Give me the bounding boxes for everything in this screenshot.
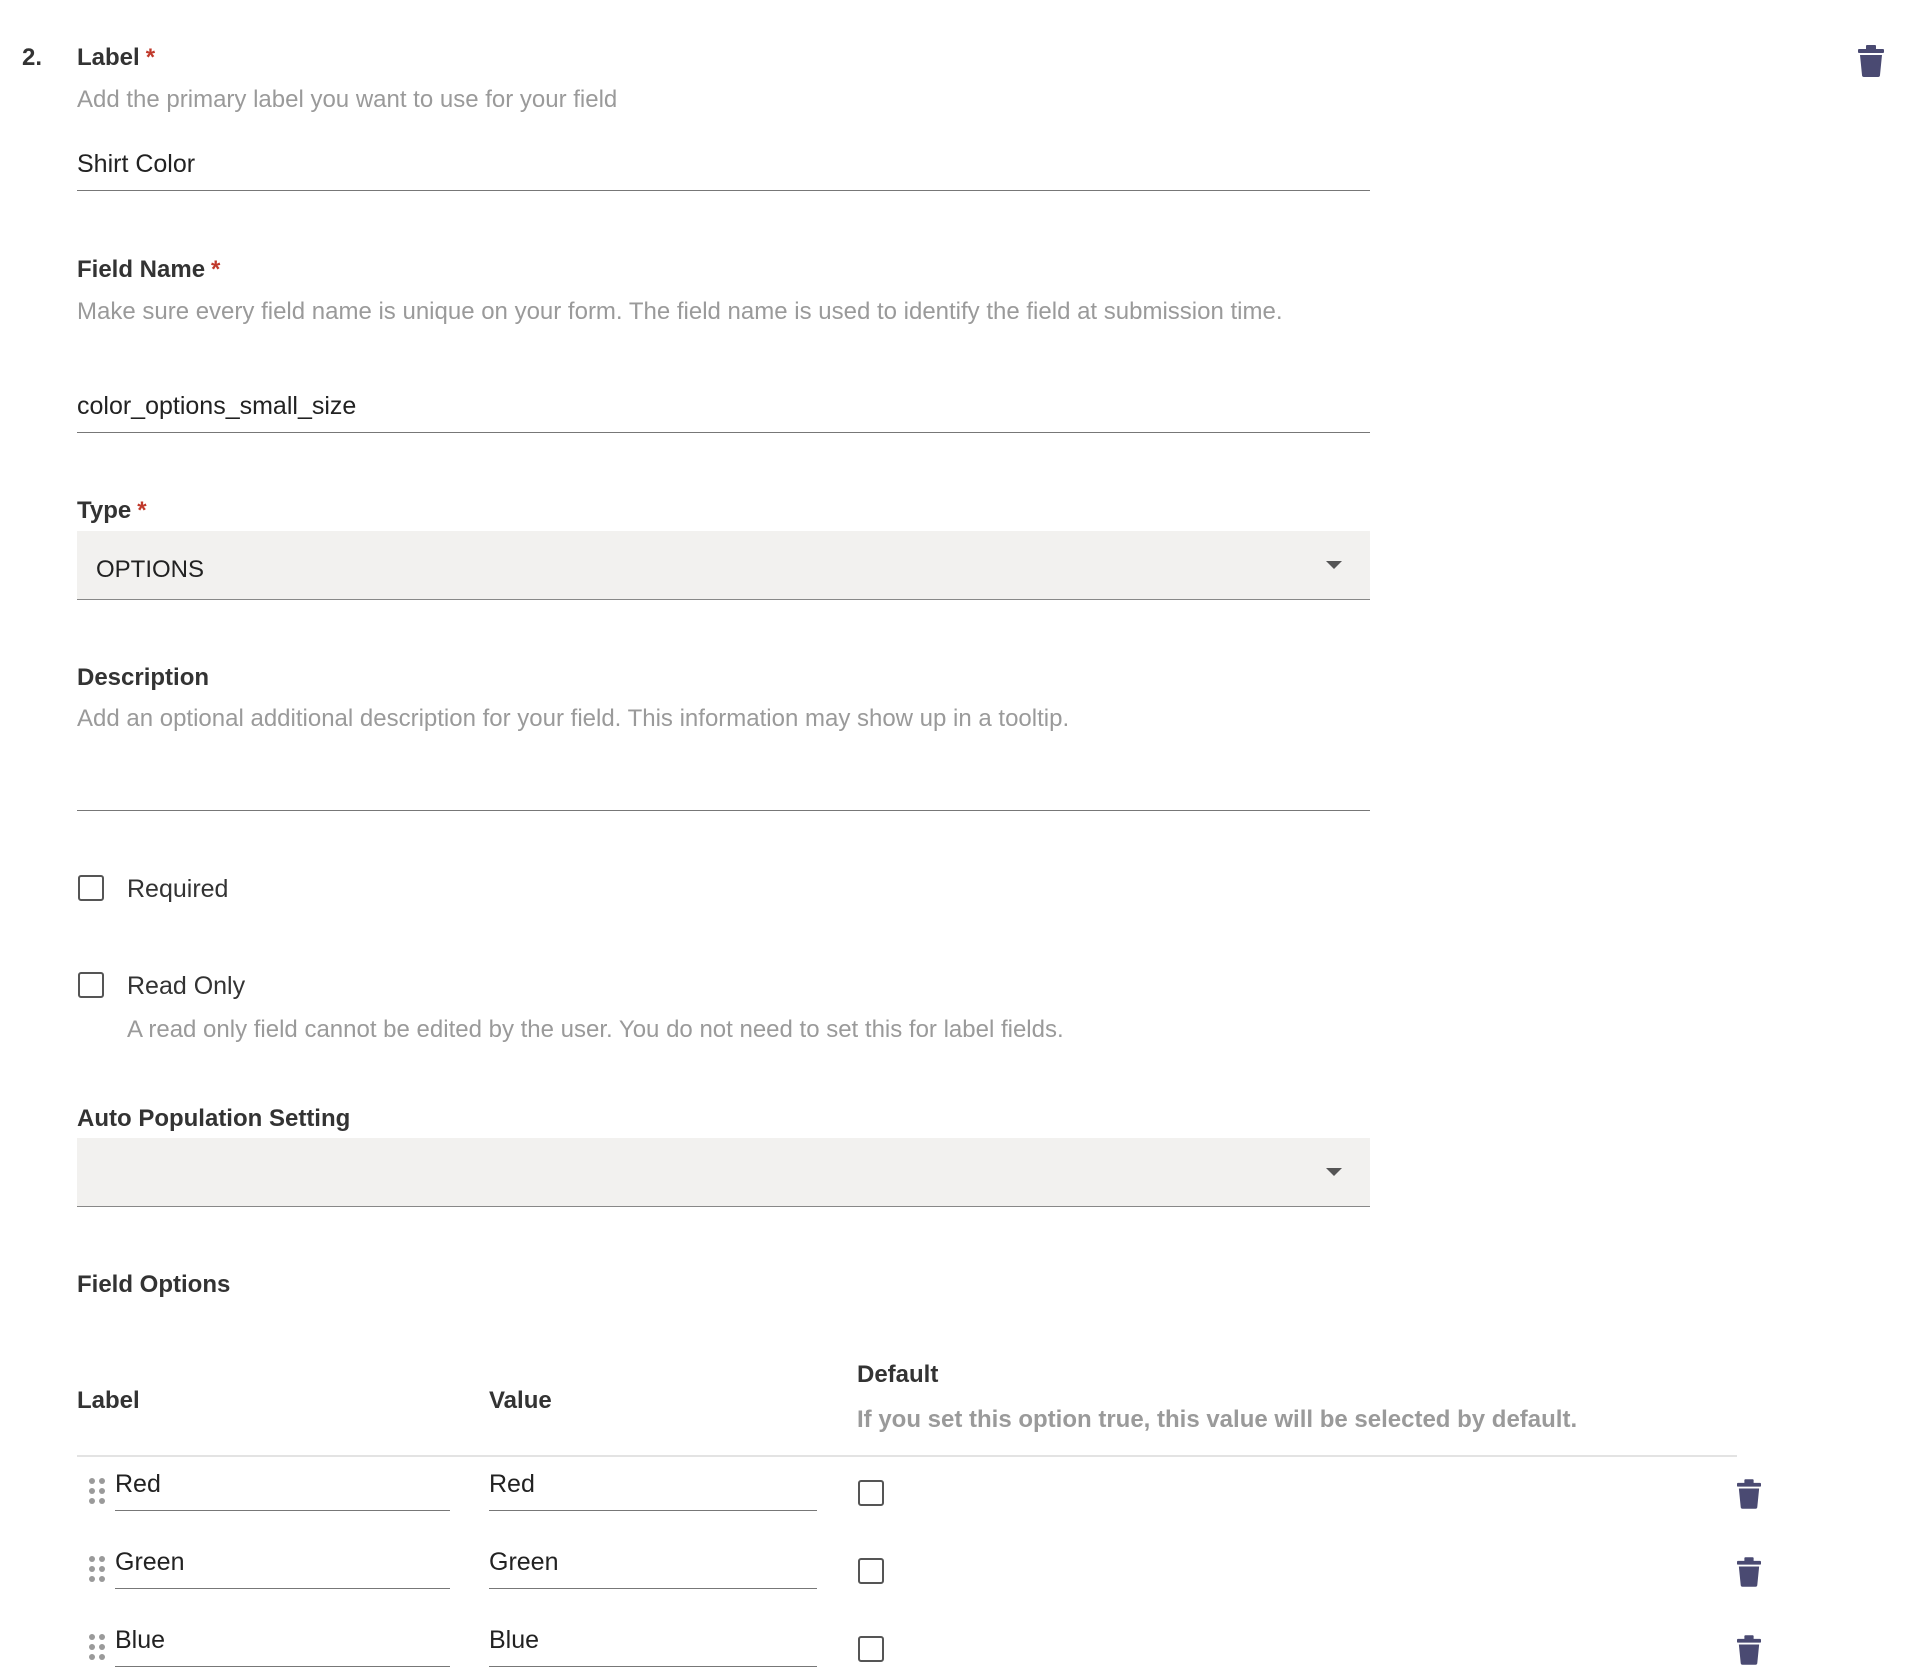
read-only-help-text: A read only field cannot be edited by the user. You do not need to set this for label fields. [127, 1016, 1064, 1043]
option-value-value: Red [489, 1470, 535, 1498]
option-value-input[interactable] [489, 1626, 817, 1667]
option-value-input[interactable] [489, 1548, 817, 1589]
option-label-input[interactable] [115, 1548, 450, 1589]
label-help-text: Add the primary label you want to use for your field [77, 86, 618, 113]
description-help-text: Add an optional additional description for your field. This information may show up in a tooltip. [77, 705, 1070, 732]
description-title: Description [77, 664, 210, 691]
label-title-text: Label [77, 44, 140, 71]
caret-down-icon [1326, 561, 1342, 569]
column-header-default-help: If you set this option true, this value will be selected by default. [857, 1406, 1578, 1433]
type-select[interactable] [77, 531, 1370, 600]
field-name-input[interactable] [77, 392, 1370, 433]
option-label-value: Blue [115, 1626, 166, 1654]
option-value-input[interactable] [489, 1470, 817, 1511]
option-value-value: Blue [489, 1626, 540, 1654]
delete-option-icon[interactable] [1737, 1635, 1761, 1670]
label-field-title [77, 44, 155, 72]
label-input-value: Shirt Color [77, 150, 196, 178]
required-checkbox-label: Required [127, 875, 229, 903]
option-label-input[interactable] [115, 1470, 450, 1511]
field-options-title: Field Options [77, 1271, 231, 1298]
field-name-help-text: Make sure every field name is unique on your form. The field name is used to identify the field at submission time. [77, 298, 1283, 325]
type-title [77, 497, 147, 525]
drag-handle-icon[interactable] [87, 1555, 107, 1583]
delete-option-icon[interactable] [1737, 1557, 1761, 1592]
option-value-value: Green [489, 1548, 559, 1576]
column-header-default: Default [857, 1361, 939, 1388]
option-default-checkbox[interactable] [858, 1636, 884, 1662]
option-label-value: Green [115, 1548, 185, 1576]
table-header-divider [77, 1455, 1737, 1457]
option-label-value: Red [115, 1470, 161, 1498]
caret-down-icon [1326, 1168, 1342, 1176]
required-asterisk: * [211, 256, 221, 283]
drag-handle-icon[interactable] [87, 1477, 107, 1505]
label-input[interactable] [77, 150, 1370, 191]
column-header-label: Label [77, 1387, 140, 1414]
auto-population-select[interactable] [77, 1138, 1370, 1207]
required-asterisk: * [137, 497, 147, 524]
option-default-checkbox[interactable] [858, 1558, 884, 1584]
field-name-title-text: Field Name [77, 256, 206, 283]
read-only-checkbox-label: Read Only [127, 972, 246, 1000]
type-select-value: OPTIONS [96, 556, 205, 583]
required-asterisk: * [145, 44, 156, 71]
required-checkbox[interactable] [78, 875, 104, 901]
option-label-input[interactable] [115, 1626, 450, 1667]
field-number: 2. [22, 44, 43, 71]
delete-field-icon[interactable] [1858, 45, 1884, 82]
type-title-text: Type [77, 497, 132, 524]
option-default-checkbox[interactable] [858, 1480, 884, 1506]
description-input[interactable] [77, 770, 1370, 811]
field-name-input-value: color_options_small_size [77, 392, 357, 420]
auto-population-title: Auto Population Setting [77, 1105, 351, 1132]
drag-handle-icon[interactable] [87, 1633, 107, 1661]
field-name-title [77, 256, 220, 284]
column-header-value: Value [489, 1387, 552, 1414]
read-only-checkbox[interactable] [78, 972, 104, 998]
delete-option-icon[interactable] [1737, 1479, 1761, 1514]
